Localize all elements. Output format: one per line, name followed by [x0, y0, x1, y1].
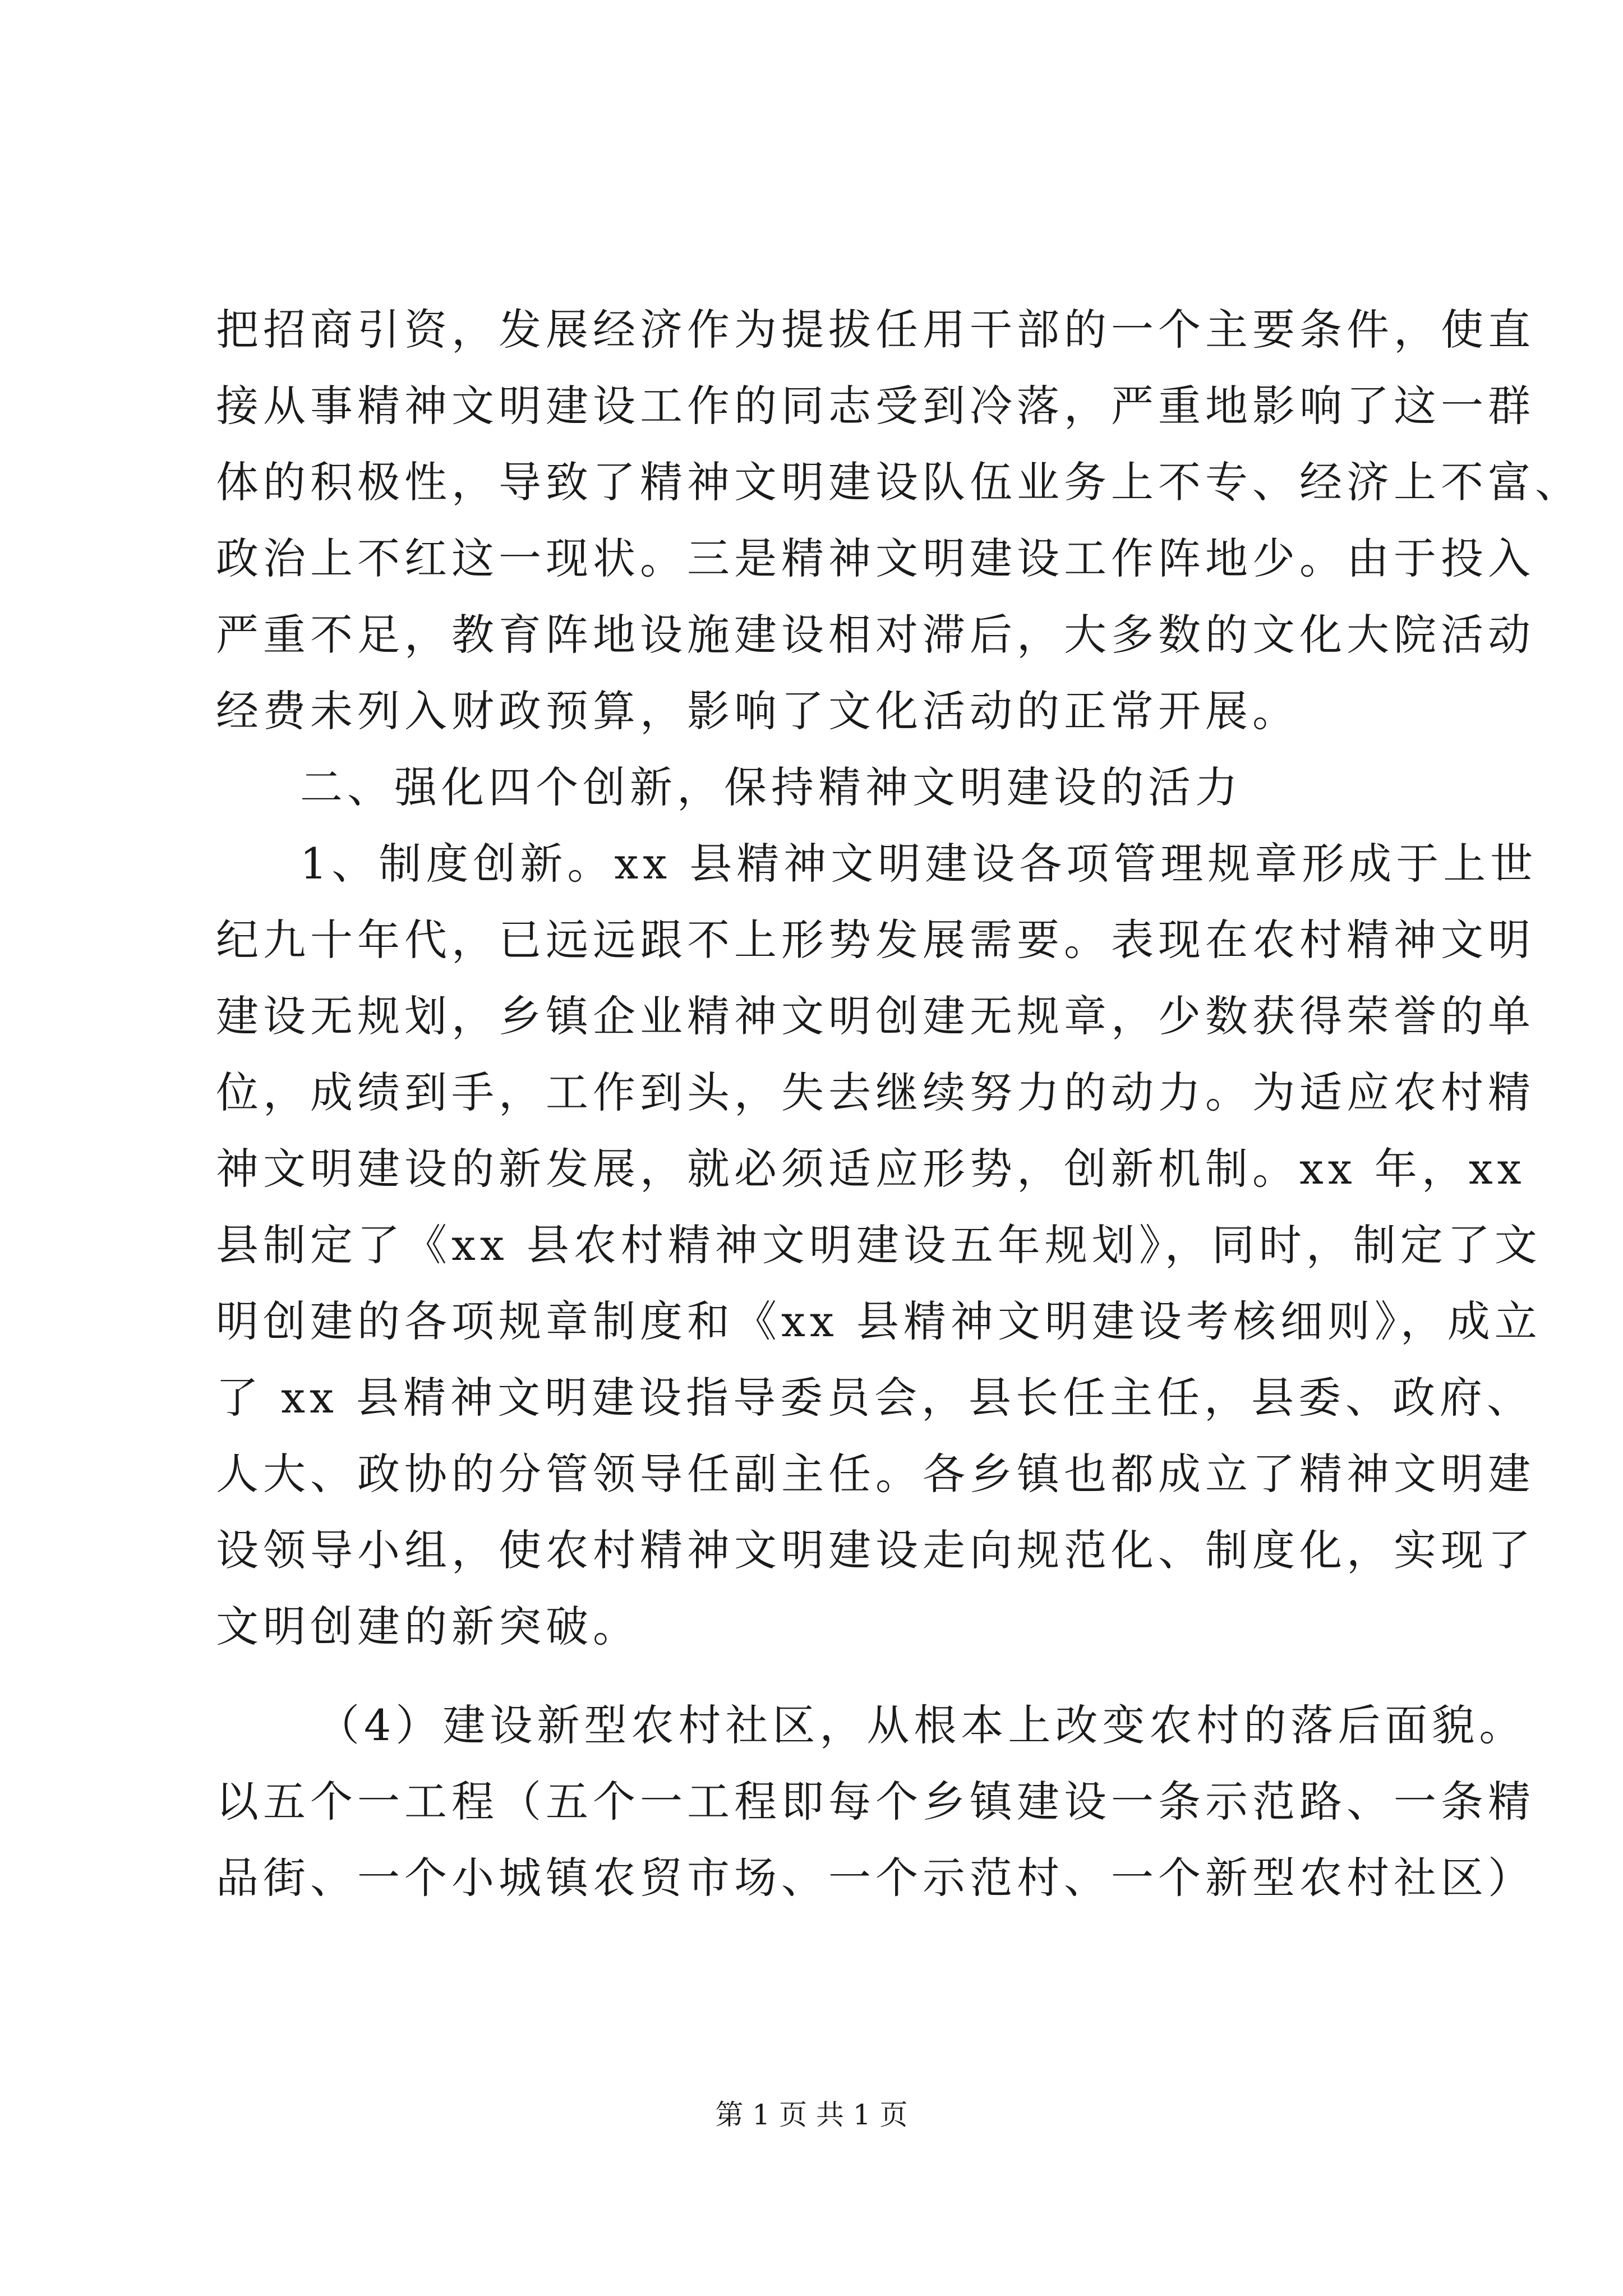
body-line: 接从事精神文明建设工作的同志受到冷落，严重地影响了这一群	[216, 381, 1535, 431]
section-heading: 二、强化四个创新，保持精神文明建设的活力	[300, 762, 1242, 812]
body-line: 经费未列入财政预算，影响了文化活动的正常开展。	[216, 686, 1299, 736]
body-line: 体的积极性，导致了精神文明建设队伍业务上不专、经济上不富、	[216, 457, 1582, 507]
body-line: 神文明建设的新发展，就必须适应形势，创新机制。xx 年，xx	[216, 1144, 1526, 1194]
body-line: 人大、政协的分管领导任副主任。各乡镇也都成立了精神文明建	[216, 1449, 1535, 1499]
page-number-footer: 第 1 页 共 1 页	[715, 2099, 908, 2131]
document-body	[216, 292, 1582, 1916]
body-line: （4）建设新型农村社区，从根本上改变农村的落后面貌。	[317, 1700, 1527, 1750]
body-line: 把招商引资，发展经济作为提拔任用干部的一个主要条件，使直	[216, 305, 1535, 355]
body-line: 纪九十年代，已远远跟不上形势发展需要。表现在农村精神文明	[216, 915, 1535, 965]
body-line: 了 xx 县精神文明建设指导委员会，县长任主任，县委、政府、	[216, 1373, 1534, 1423]
body-line: 以五个一工程（五个一工程即每个乡镇建设一条示范路、一条精	[216, 1777, 1535, 1826]
body-line: 1、制度创新。xx 县精神文明建设各项管理规章形成于上世	[300, 839, 1538, 889]
body-line: 设领导小组，使农村精神文明建设走向规范化、制度化，实现了	[216, 1525, 1535, 1575]
body-line: 明创建的各项规章制度和《xx 县精神文明建设考核细则》，成立	[216, 1296, 1542, 1346]
body-line: 文明创建的新突破。	[216, 1602, 640, 1651]
body-line: 政治上不红这一现状。三是精神文明建设工作阵地少。由于投入	[216, 533, 1535, 583]
body-line: 严重不足，教育阵地设施建设相对滞后，大多数的文化大院活动	[216, 610, 1535, 660]
body-line: 建设无规划，乡镇企业精神文明创建无规章，少数获得荣誉的单	[216, 991, 1535, 1041]
body-line: 位，成绩到手，工作到头，失去继续努力的动力。为适应农村精	[216, 1068, 1535, 1117]
body-line: 县制定了《xx 县农村精神文明建设五年规划》，同时，制定了文	[216, 1220, 1542, 1270]
body-line: 品街、一个小城镇农贸市场、一个示范村、一个新型农村社区）	[216, 1853, 1535, 1903]
